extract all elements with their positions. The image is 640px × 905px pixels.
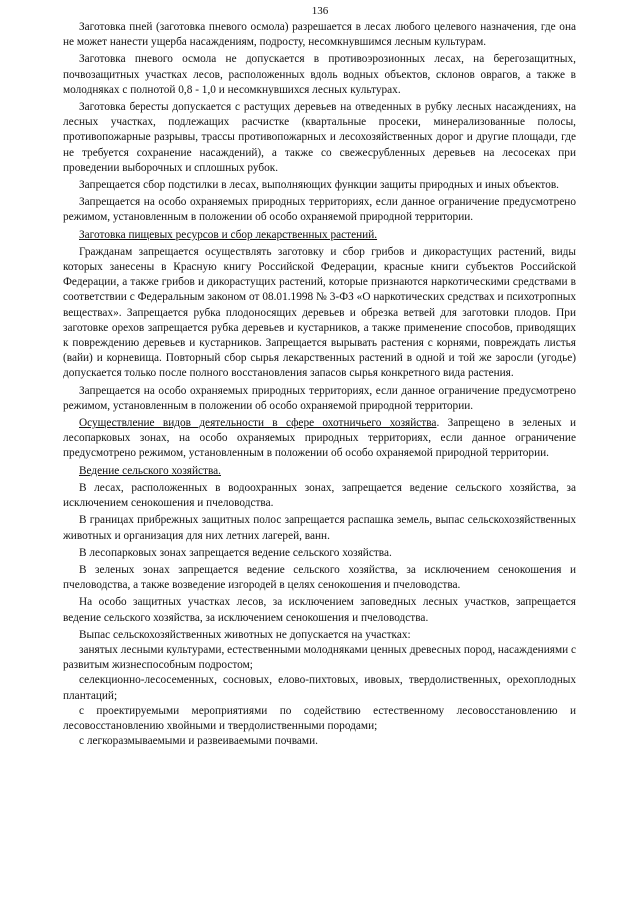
paragraph-text: На особо защитных участках лесов, за исключением заповедных лесных участков, запрещается ведение сельского хозяйства, за исключением сенокошения и пчеловодства.	[63, 596, 576, 624]
body-paragraph	[63, 513, 576, 543]
body-paragraph	[63, 384, 576, 414]
body-paragraph	[63, 704, 576, 734]
document-body	[63, 20, 576, 749]
body-paragraph	[63, 546, 576, 561]
body-paragraph	[63, 673, 576, 703]
body-paragraph	[63, 245, 576, 382]
section-heading: Ведение сельского хозяйства.	[79, 464, 221, 477]
section-heading: Заготовка пищевых ресурсов и сбор лекарственных растений.	[79, 228, 378, 241]
body-paragraph	[63, 628, 576, 643]
paragraph-text: Заготовка пней (заготовка пневого осмола) разрешается в лесах любого целевого назначения, где она не может нанести ущерба насаждениям, подросту, несомкнувшимся лесным культурам.	[63, 21, 576, 49]
body-paragraph	[63, 595, 576, 625]
paragraph-text: В лесах, расположенных в водоохранных зонах, запрещается ведение сельского хозяйства, за исключением сенокошения и пчеловодства.	[63, 481, 576, 510]
paragraph-text: В границах прибрежных защитных полос запрещается распашка земель, выпас сельскохозяйственных животных и организация для них летних лагерей, ванн.	[63, 514, 576, 542]
body-paragraph	[63, 100, 576, 176]
body-paragraph	[63, 734, 576, 749]
paragraph-text: В зеленых зонах запрещается ведение сельского хозяйства, за исключением сенокошения и пчеловодства, а также возведение изгородей в целях сенокошения и пчеловодства.	[63, 563, 576, 592]
section-heading-paragraph	[63, 228, 576, 243]
body-paragraph	[63, 52, 576, 98]
section-heading-paragraph	[63, 464, 576, 479]
paragraph-text: Запрещается сбор подстилки в лесах, выполняющих функции защиты природных и иных объектов.	[79, 179, 560, 192]
body-paragraph	[63, 563, 576, 593]
paragraph-text: занятых лесными культурами, естественными молодняками ценных древесных пород, насаждениями с развитым жизнеспособным подростом;	[63, 643, 577, 672]
paragraph-text: Выпас сельскохозяйственных животных не допускается на участках:	[79, 628, 411, 641]
paragraph-text: Запрещается на особо охраняемых природных территориях, если данное ограничение предусмотрено режимом, установленным в положении об особо охраняемой природной территории.	[63, 196, 576, 224]
section-heading-paragraph	[63, 416, 576, 462]
paragraph-text: Заготовка пневого осмола не допускается в противоэрозионных лесах, на берегозащитных, почвозащитных участках лесов, расположенных вдоль водных объектов, склонов оврагов, а также в молодняках с полнотой 0,8 - 1,0 и несомкнувшихся лесных культурах.	[63, 53, 576, 96]
body-paragraph	[63, 178, 576, 193]
section-heading: Осуществление видов деятельности в сфере охотничьего хозяйства	[79, 417, 437, 430]
paragraph-text: В лесопарковых зонах запрещается ведение сельского хозяйства.	[79, 546, 392, 559]
paragraph-text: с легкоразмываемыми и развеиваемыми почвами.	[79, 735, 318, 748]
paragraph-text: . Запрещено в зеленых и лесопарковых зонах, на особо охраняемых природных территориях, если данное ограничение предусмотрено режимом, установленным в положении об особо охраняемой природной территории.	[63, 417, 576, 460]
paragraph-text: Гражданам запрещается осуществлять заготовку и сбор грибов и дикорастущих растений, виды которых занесены в Красную книгу Российской Федерации, красные книги субъектов Российской Федерации, а также грибов и дикорастущих растений, которые признаются наркотическими средствами в соответствии с Федеральным законом от 08.01.1998 № 3-ФЗ «О наркотических средствах и психотропных веществах». Запрещается рубка плодоносящих деревьев и обрезка ветвей для заготовки плодов. При заготовке орехов запрещается рубка деревьев и кустарников, а также применение способов, приводящих к повреждению деревьев и кустарников. Запрещается вырывать растения с корнями, повреждать листья (вайи) и корневища. Повторный сбор сырья лекарственных растений в одной и той же заросли (угодье) допускается только после полного восстановления запасов сырья конкретного вида растения.	[63, 245, 576, 380]
paragraph-text: с проектируемыми мероприятиями по содействию естественному лесовосстановлению и лесовосстановлению хвойными и твердолиственными породами;	[63, 704, 576, 732]
page-number: 136	[311, 5, 329, 17]
body-paragraph	[63, 20, 576, 50]
body-paragraph	[63, 643, 576, 673]
paragraph-text: Запрещается на особо охраняемых природных территориях, если данное ограничение предусмотрено режимом, установленным в положении об особо охраняемой природной территории.	[63, 384, 576, 412]
body-paragraph	[63, 195, 576, 225]
paragraph-text: Заготовка бересты допускается с растущих деревьев на отведенных в рубку лесных насаждениях, на лесных участках, подлежащих расчистке (квартальные просеки, минерализованные полосы, противопожарные разрывы, трассы противопожарных и лесохозяйственных дорог и другие площади, где не требуется сохранение насаждений), а также со свежесрубленных деревьев на лесосеках при проведении выборочных и сплошных рубок.	[63, 101, 576, 174]
body-paragraph	[63, 481, 576, 511]
paragraph-text: селекционно-лесосеменных, сосновых, елово-пихтовых, ивовых, твердолиственных, орехоплодных плантаций;	[63, 674, 576, 702]
